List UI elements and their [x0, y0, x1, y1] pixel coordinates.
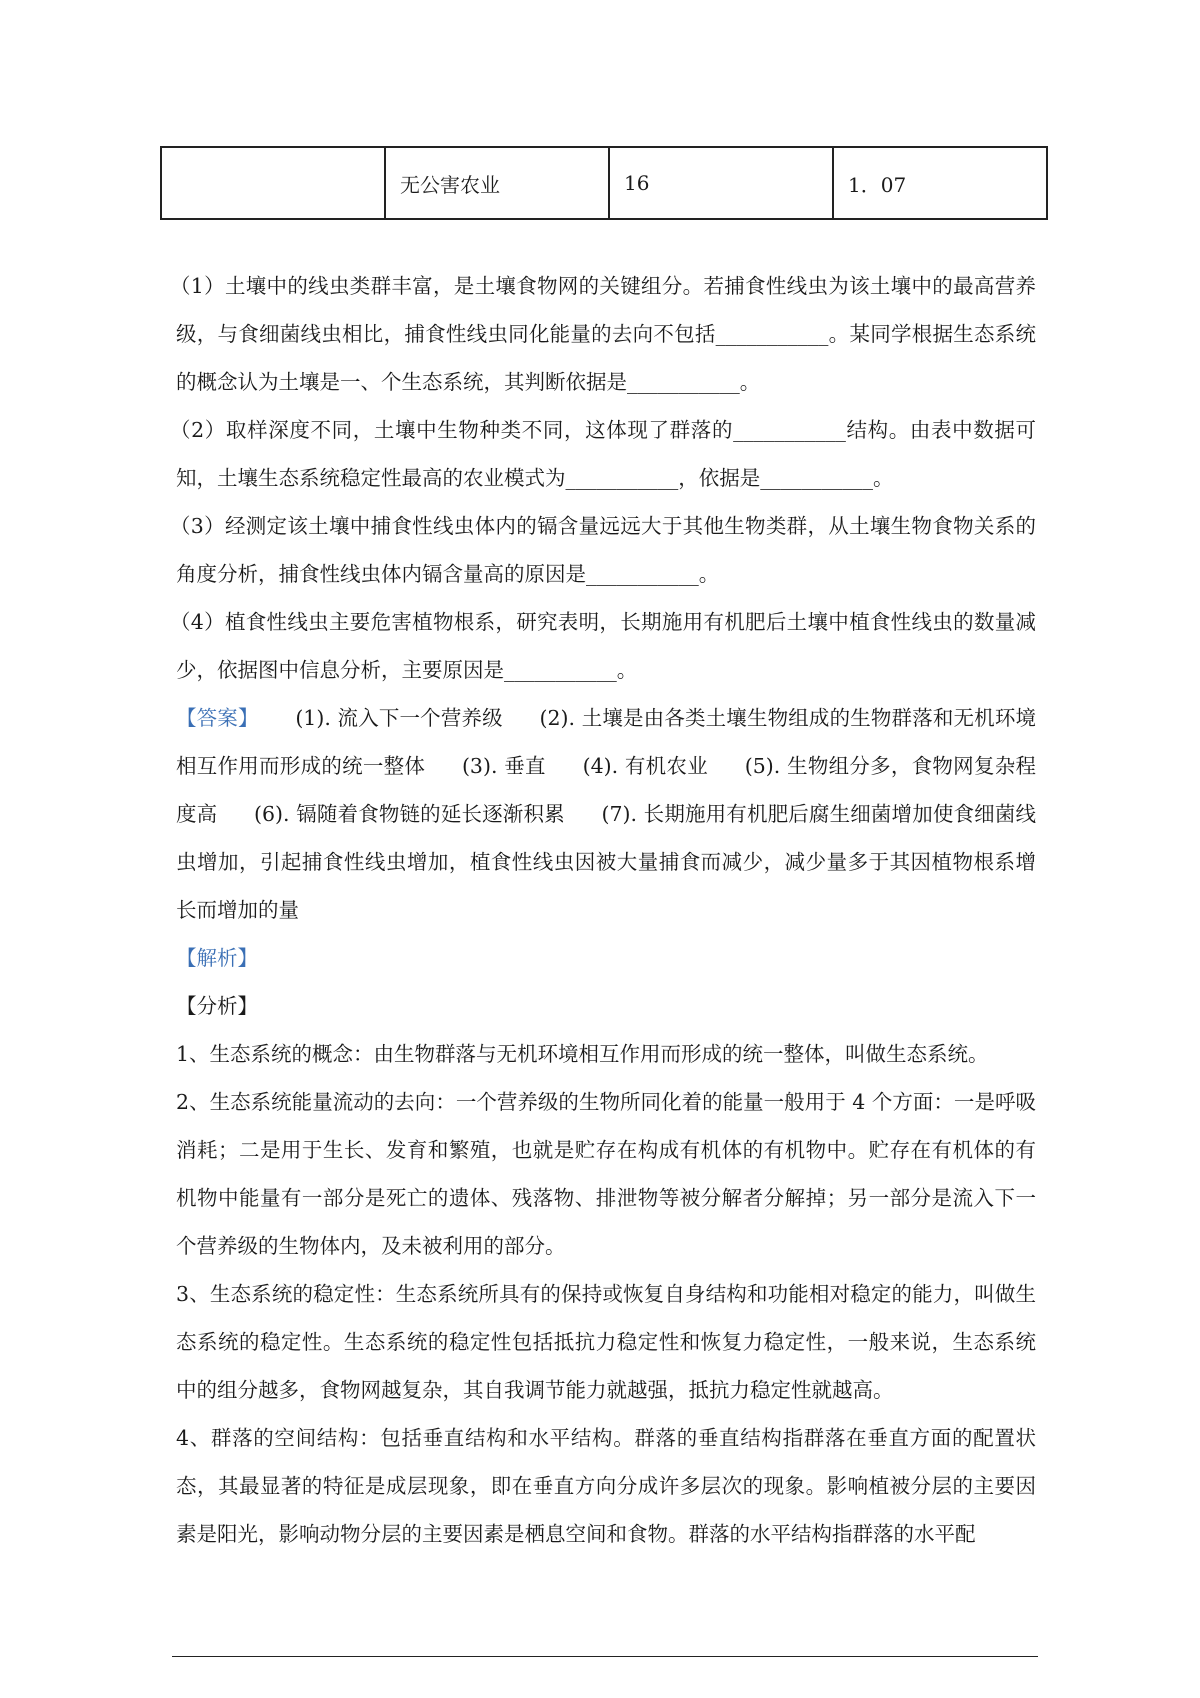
answer-item: (7). 长期施用有机肥后腐生细菌增加使食细菌线虫增加，引起捕食性线虫增加，植食性线虫因被大量捕食而减少，减少量多于其因植物根系增长而增加的量: [176, 802, 1036, 922]
table-row: [161, 147, 1047, 219]
analysis-sub-label: 【分析】: [176, 994, 258, 1018]
question-2: （2）取样深度不同，土壤中生物种类不同，这体现了群落的___________结构。由表中数据可知，土壤生态系统稳定性最高的农业模式为___________，依据是___________。: [170, 418, 1036, 490]
data-table: [160, 146, 1048, 220]
answer-item: (4). 有机农业: [582, 754, 708, 778]
table-cell: 1．07: [833, 147, 1047, 219]
answer-label: 【答案】: [176, 706, 259, 730]
answer-block: [176, 694, 1036, 934]
analysis-point: 3、生态系统的稳定性：生态系统所具有的保持或恢复自身结构和功能相对稳定的能力，叫做生态系统的稳定性。生态系统的稳定性包括抵抗力稳定性和恢复力稳定性，一般来说，生态系统中的组分越多，食物网越复杂，其自我调节能力就越强，抵抗力稳定性就越高。: [176, 1282, 1036, 1402]
question-4: （4）植食性线虫主要危害植物根系，研究表明，长期施用有机肥后土壤中植食性线虫的数量减少，依据图中信息分析，主要原因是___________。: [170, 610, 1036, 682]
footer-divider: [172, 1656, 1038, 1657]
document-body: [170, 262, 1036, 1558]
analysis-point: 1、生态系统的概念：由生物群落与无机环境相互作用而形成的统一整体，叫做生态系统。: [176, 1042, 989, 1066]
analysis-point: 2、生态系统能量流动的去向：一个营养级的生物所同化着的能量一般用于 4 个方面：一是呼吸消耗；二是用于生长、发育和繁殖，也就是贮存在构成有机体的有机物中。贮存在有机体的有机物中能量有一部分是死亡的遗体、残落物、排泄物等被分解者分解掉；另一部分是流入下一个营养级的生物体内，及未被利用的部分。: [176, 1090, 1036, 1258]
answer-item: (1). 流入下一个营养级: [295, 706, 503, 730]
answer-item: (3). 垂直: [461, 754, 546, 778]
answer-item: (6). 镉随着食物链的延长逐渐积累: [254, 802, 565, 826]
analysis-point: 4、群落的空间结构：包括垂直结构和水平结构。群落的垂直结构指群落在垂直方面的配置状态，其最显著的特征是成层现象，即在垂直方向分成许多层次的现象。影响植被分层的主要因素是阳光，影响动物分层的主要因素是栖息空间和食物。群落的水平结构指群落的水平配: [176, 1426, 1036, 1546]
question-3: （3）经测定该土壤中捕食性线虫体内的镉含量远远大于其他生物类群，从土壤生物食物关系的角度分析，捕食性线虫体内镉含量高的原因是___________。: [170, 514, 1036, 586]
table-cell: 16: [609, 147, 833, 219]
table-cell: 无公害农业: [385, 147, 609, 219]
question-1: （1）土壤中的线虫类群丰富，是土壤食物网的关键组分。若捕食性线虫为该土壤中的最高营养级，与食细菌线虫相比，捕食性线虫同化能量的去向不包括___________。某同学根据生态系统的概念认为土壤是一、个生态系统，其判断依据是___________。: [170, 274, 1036, 394]
answer-item: (2). 土壤是由各类土壤生物组成的生物群落和无机环境相互作用而形成的统一整体: [176, 706, 1036, 778]
table-cell: [161, 147, 385, 219]
answer-item: (5). 生物组分多，食物网复杂程度高: [176, 754, 1036, 826]
analysis-label: 【解析】: [176, 946, 258, 970]
